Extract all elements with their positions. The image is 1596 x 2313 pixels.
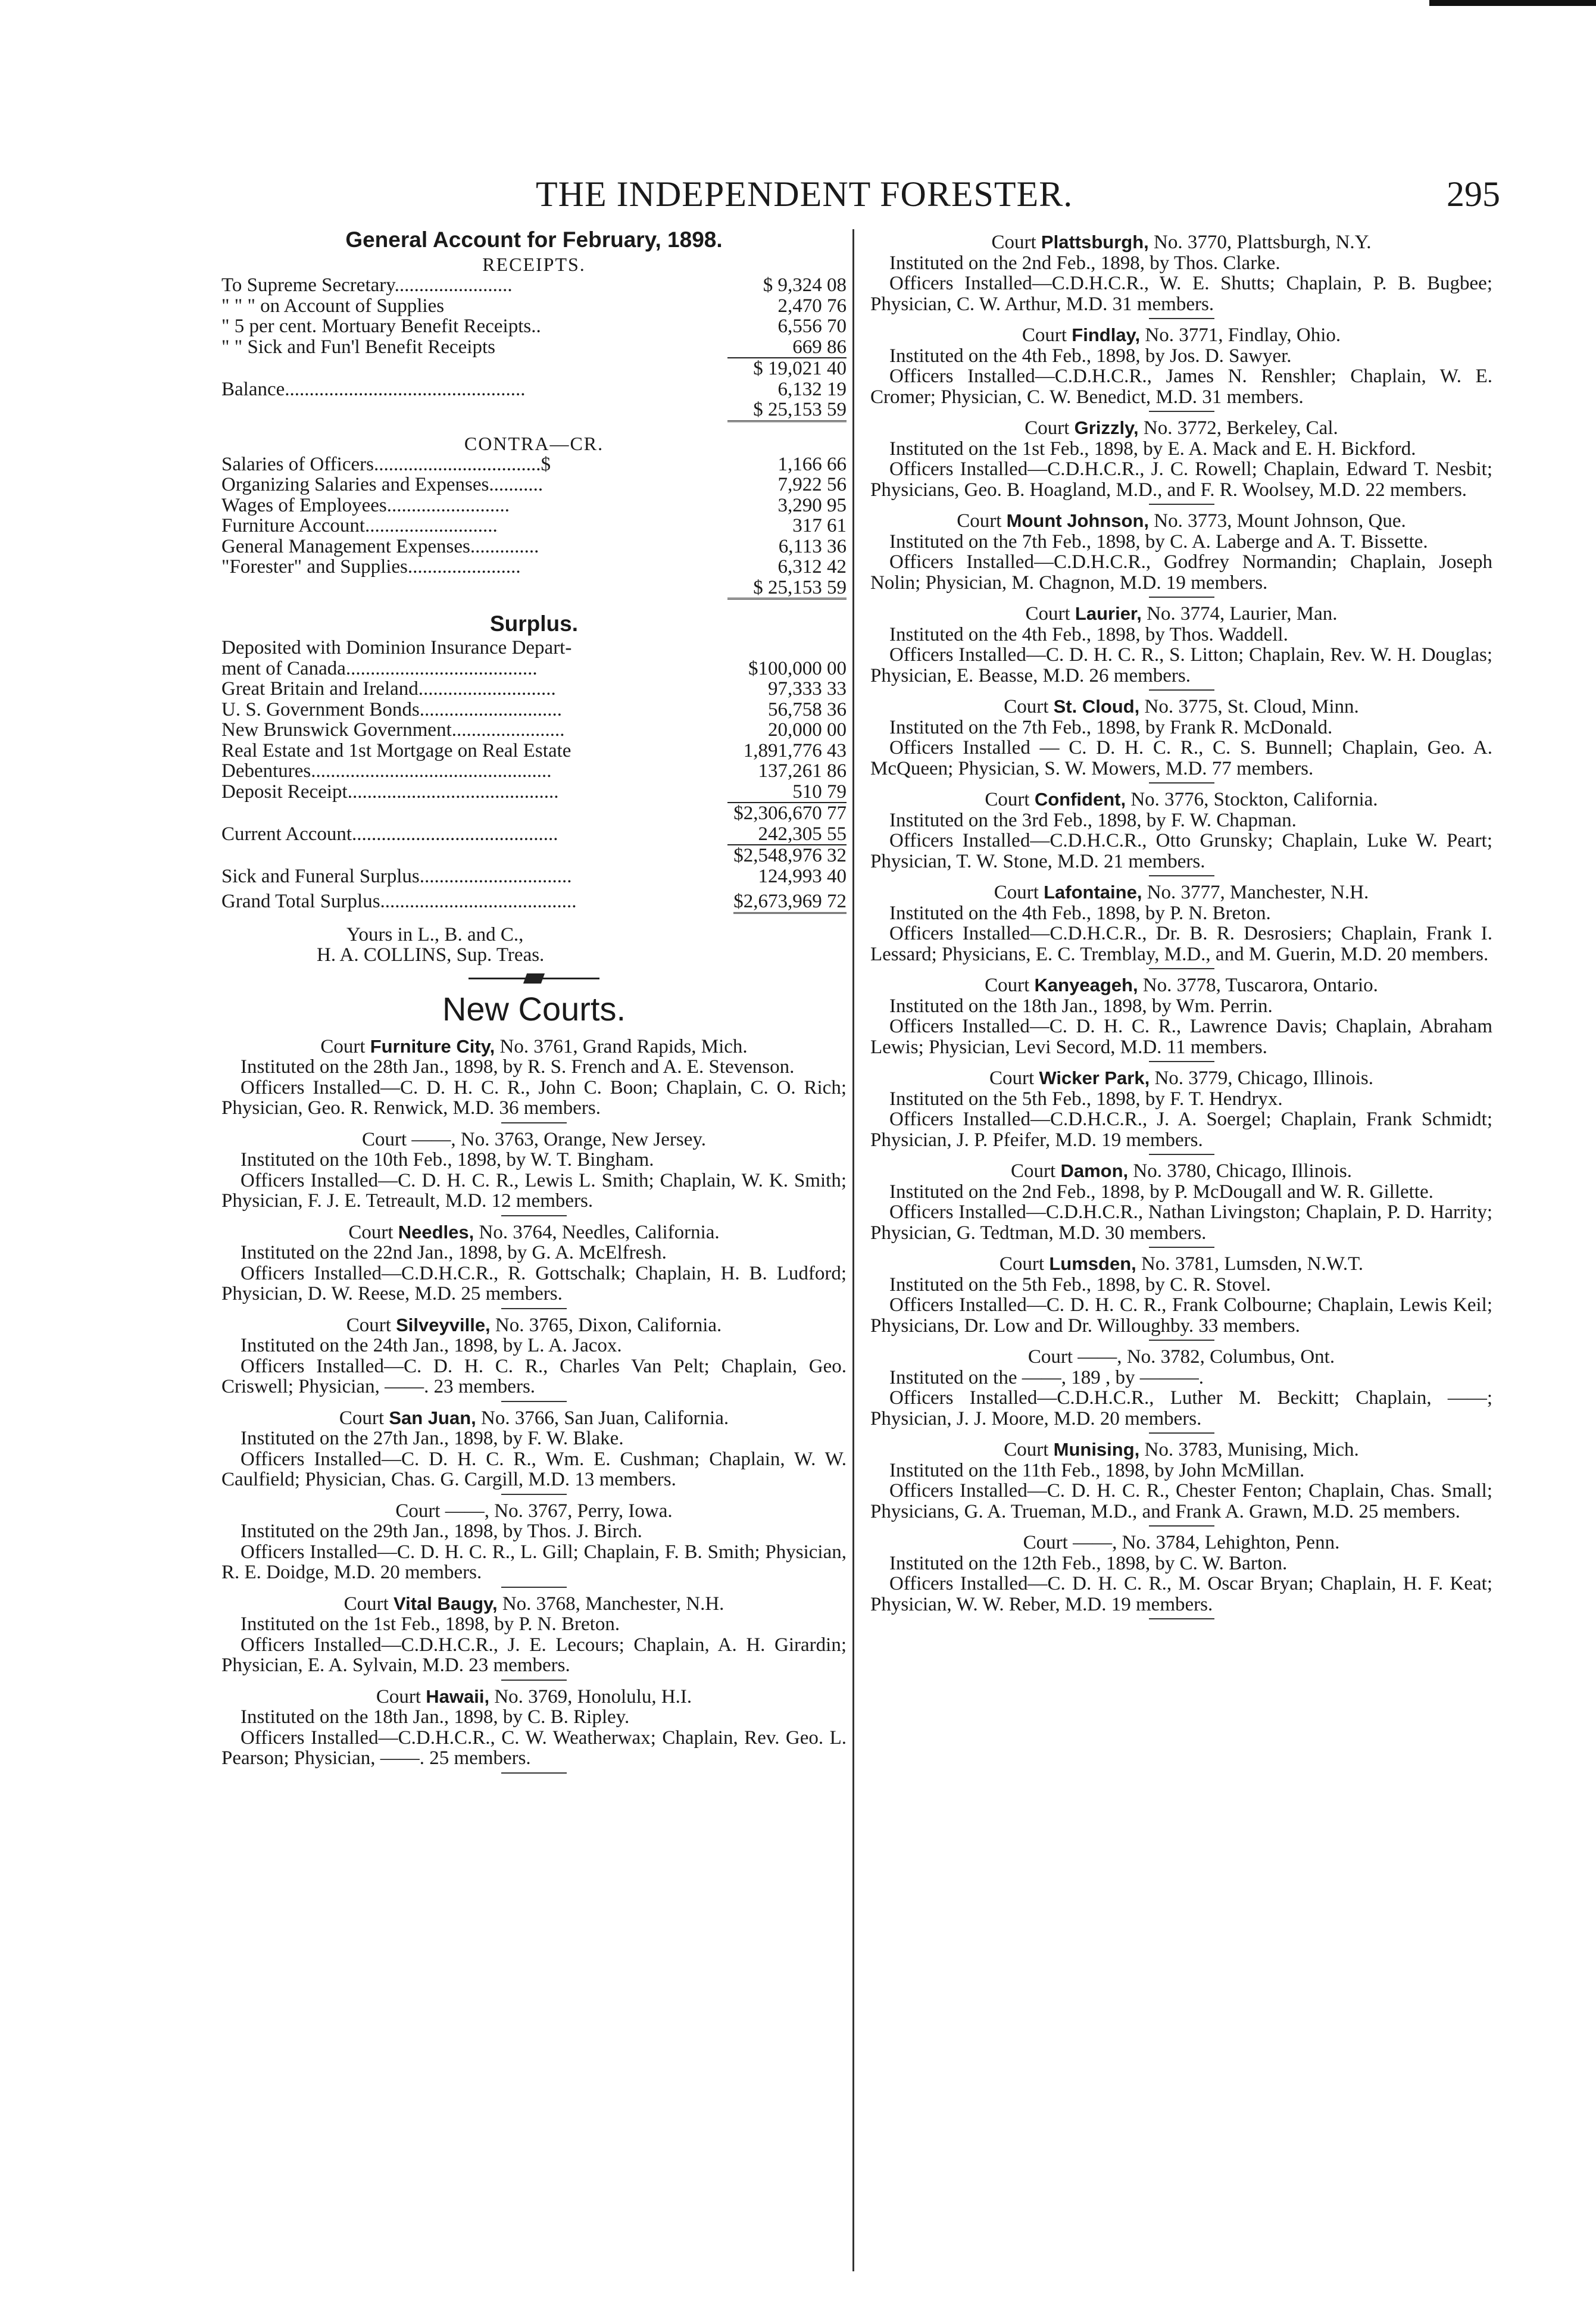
ledger-row [221,720,847,741]
court-name: Munising, [1053,1439,1140,1460]
balance-label: Balance................................................. [221,378,526,400]
court-officers: Officers Installed—C. D. H. C. R., Lewis L. Smith; Chaplain, W. K. Smith; Physician, F. J. E. Tetreault, M.D. 12 members. [221,1169,847,1212]
court-location: No. 3777, Manchester, N.H. [1142,882,1369,903]
court-heading [870,1532,1492,1553]
account-title: General Account for February, 1898. [345,227,723,252]
ledger-amount: 669 86 [792,336,847,358]
court-heading [870,1068,1492,1089]
balance-amount: 6,132 19 [777,378,847,400]
entry-rule [501,1680,567,1681]
court-location: No. 3767, Perry, Iowa. [494,1500,673,1522]
ledger-label: Wages of Employees......................... [221,494,510,516]
court-name: St. Cloud, [1053,696,1140,717]
ledger-label: " " " on Account of Supplies [221,295,445,317]
court-instituted: Instituted on the 7th Feb., 1898, by Frank R. McDonald. [889,716,1333,738]
court-location: No. 3775, St. Cloud, Minn. [1139,696,1359,717]
court-entry [221,1408,847,1495]
top-rule [1429,0,1596,6]
ledger-amount: $ 9,324 08 [763,274,847,296]
court-instituted: Instituted on the 12th Feb., 1898, by C. W. Barton. [889,1552,1288,1574]
ledger-row [221,475,847,495]
signoff: Yours in L., B. and C., [346,923,524,945]
sick-surplus-row [221,866,847,887]
court-prefix: Court [346,1314,396,1336]
current-account-amount: 242,305 55 [758,823,847,845]
entry-rule [501,1215,567,1216]
court-entry [870,1347,1492,1434]
court-location: No. 3778, Tuscarora, Ontario. [1138,975,1378,996]
court-instituted: Instituted on the 22nd Jan., 1898, by G. A. McElfresh. [241,1242,667,1263]
ledger-label: Debentures................................................. [221,760,552,782]
court-name: Furniture City, [370,1035,495,1057]
court-officers: Officers Installed—C. D. H. C. R., John C. Boon; Chaplain, C. O. Rich; Physician, Geo. R. Renwick, M.D. 36 members. [221,1076,847,1119]
court-entry [870,1068,1492,1155]
ledger-row [221,316,847,337]
court-officers: Officers Installed—C.D.H.C.R., Otto Grunsky; Chaplain, Luke W. Peart; Physician, T. W. Stone, M.D. 21 members. [870,830,1492,872]
court-officers: Officers Installed—C.D.H.C.R., Dr. B. R. Desrosiers; Chaplain, Frank I. Lessard; Physicians, E. C. Tremblay, M.D., and M. Guerin, M.D. 20 members. [870,923,1492,965]
page-header [226,174,1500,216]
court-name: Confident, [1034,789,1126,810]
grand-total-label: Grand Total Surplus........................................ [221,891,577,912]
entry-rule [1149,1525,1214,1527]
court-name: San Juan, [389,1407,476,1428]
court-instituted: Instituted on the ——, 189 , by ———. [889,1366,1204,1388]
court-prefix: Court [957,510,1007,532]
court-name: Silveyville, [396,1314,491,1335]
ledger-label: U. S. Government Bonds............................. [221,698,562,720]
receipts-list [221,275,847,357]
surplus-subtotal2-row [221,844,847,866]
contra-heading: CONTRA—CR. [464,432,604,454]
court-officers: Officers Installed—C.D.H.C.R., C. W. Weatherwax; Chaplain, Rev. Geo. L. Pearson; Physician, ——. 25 members. [221,1727,847,1769]
court-prefix: Court ——, [1023,1532,1122,1553]
court-name: Lafontaine, [1044,882,1142,903]
entry-rule [1149,597,1214,598]
court-prefix: Court [994,882,1044,903]
court-officers: Officers Installed—C. D. H. C. R., Wm. E. Cushman; Chaplain, W. W. Caulfield; Physician, Chas. G. Cargill, M.D. 13 members. [221,1448,847,1490]
ledger-label: To Supreme Secretary........................ [221,274,513,296]
court-instituted: Instituted on the 1st Feb., 1898, by P. N. Breton. [241,1613,620,1635]
court-location: No. 3768, Manchester, N.H. [497,1593,724,1615]
sick-surplus-amount: 124,993 40 [758,865,847,887]
court-entry [870,1254,1492,1341]
court-location: No. 3782, Columbus, Ont. [1126,1346,1335,1368]
ledger-label: Deposited with Dominion Insurance Depart- [221,637,572,658]
court-entry [221,1315,847,1402]
surplus-list [221,638,847,802]
entry-rule [501,1401,567,1402]
receipts-grand-row [221,399,847,422]
court-location: No. 3772, Berkeley, Cal. [1138,417,1338,439]
court-name: Damon, [1060,1160,1129,1181]
court-instituted: Instituted on the 18th Jan., 1898, by C. B. Ripley. [241,1706,630,1728]
court-heading [870,697,1492,717]
ledger-amount: 317 61 [792,515,847,536]
ledger-amount: 137,261 86 [758,760,847,782]
ledger-row [221,658,847,679]
court-entry [870,604,1492,691]
court-location: No. 3784, Lehighton, Penn. [1122,1532,1340,1553]
court-officers: Officers Installed—C. D. H. C. R., Lawrence Davis; Chaplain, Abraham Lewis; Physician, Levi Secord, M.D. 11 members. [870,1016,1492,1058]
ledger-label: ment of Canada....................................... [221,657,538,679]
balance-row [221,379,847,400]
court-instituted: Instituted on the 4th Feb., 1898, by P. N. Breton. [889,902,1271,924]
court-name: Grizzly, [1074,417,1139,438]
entry-rule [1149,1432,1214,1434]
court-prefix: Court [376,1685,426,1708]
court-location: No. 3771, Findlay, Ohio. [1140,324,1341,346]
court-heading [870,418,1492,439]
court-instituted: Instituted on the 27th Jan., 1898, by F. W. Blake. [241,1428,624,1449]
court-location: No. 3763, Orange, New Jersey. [460,1128,706,1150]
court-officers: Officers Installed—C. D. H. C. R., M. Oscar Bryan; Chaplain, H. F. Keat; Physician, W. W. Reber, M.D. 19 members. [870,1573,1492,1615]
court-prefix: Court [348,1221,398,1243]
running-title: THE INDEPENDENT FORESTER. [536,174,1073,214]
court-prefix: Court ——, [395,1500,495,1522]
left-column [221,226,847,1778]
court-instituted: Instituted on the 10th Feb., 1898, by W. T. Bingham. [241,1149,654,1170]
court-entry [870,325,1492,412]
ledger-row [221,741,847,761]
court-prefix: Court [985,789,1035,810]
ledger-label: " " Sick and Fun'l Benefit Receipts [221,336,495,358]
court-location: No. 3783, Munising, Mich. [1139,1439,1359,1460]
court-officers: Officers Installed—C.D.H.C.R., Luther M. Beckitt; Chaplain, ——; Physician, J. J. Moore, M.D. 20 members. [870,1387,1492,1429]
ledger-row [221,495,847,516]
court-prefix: Court [985,975,1035,996]
court-heading [221,1315,847,1336]
entry-rule [1149,1154,1214,1155]
court-prefix: Court [999,1253,1050,1275]
court-heading [870,975,1492,996]
court-heading [221,1408,847,1429]
court-prefix: Court [991,232,1041,253]
court-heading [221,1222,847,1243]
court-prefix: Court ——, [1027,1346,1127,1368]
court-location: No. 3776, Stockton, California. [1126,789,1378,810]
court-heading [870,1347,1492,1368]
court-instituted: Instituted on the 2nd Feb., 1898, by Thos. Clarke. [889,252,1280,274]
ledger-label: Organizing Salaries and Expenses........... [221,474,544,495]
court-prefix: Court [1022,324,1072,346]
court-prefix: Court [343,1593,393,1615]
court-location: No. 3769, Honolulu, H.I. [489,1685,692,1708]
court-heading [870,325,1492,346]
ledger-amount: 2,470 76 [777,295,847,317]
court-name: Mount Johnson, [1006,510,1149,531]
court-heading [221,1037,847,1057]
court-location: No. 3781, Lumsden, N.W.T. [1136,1253,1364,1275]
court-officers: Officers Installed—C. D. H. C. R., S. Litton; Chaplain, Rev. W. H. Douglas; Physician, E. Beasse, M.D. 26 members. [870,644,1492,686]
contra-total: $ 25,153 59 [727,578,847,600]
ledger-label: Great Britain and Ireland............................ [221,678,556,700]
court-location: No. 3774, Laurier, Man. [1141,603,1338,625]
entry-rule [1149,1061,1214,1062]
court-name: Wicker Park, [1039,1067,1150,1088]
court-prefix: Court ——, [361,1128,461,1150]
court-entry [870,511,1492,598]
court-heading [870,1161,1492,1182]
ledger-row [221,536,847,557]
court-instituted: Instituted on the 4th Feb., 1898, by Thos. Waddell. [889,623,1288,645]
court-officers: Officers Installed—C.D.H.C.R., J. C. Rowell; Chaplain, Edward T. Nesbit; Physicians, Geo. B. Hoagland, M.D., and F. R. Woolsey, M.D. 22 members. [870,458,1492,501]
contra-list [221,454,847,578]
court-heading [870,511,1492,532]
court-instituted: Instituted on the 4th Feb., 1898, by Jos. D. Sawyer. [889,345,1292,367]
entry-rule [1149,968,1214,969]
entry-rule [1149,318,1214,319]
ledger-amount: 20,000 00 [768,719,847,741]
ledger-row [221,557,847,578]
court-heading [221,1129,847,1150]
ledger-row [221,275,847,296]
court-entry [870,697,1492,784]
court-instituted: Instituted on the 7th Feb., 1898, by C. A. Laberge and A. T. Bissette. [889,530,1428,553]
court-prefix: Court [1004,1439,1054,1460]
court-entry [870,232,1492,319]
ledger-amount: 97,333 33 [768,678,847,700]
current-account-row [221,824,847,845]
court-location: No. 3766, San Juan, California. [476,1407,729,1429]
court-location: No. 3773, Mount Johnson, Que. [1149,510,1406,532]
entry-rule [1149,504,1214,505]
entry-rule [1149,1618,1214,1619]
right-column [870,226,1492,1624]
entry-rule [501,1494,567,1495]
court-location: No. 3780, Chicago, Illinois. [1128,1160,1352,1182]
court-name: Needles, [398,1221,474,1243]
court-officers: Officers Installed — C. D. H. C. R., C. S. Bunnell; Chaplain, Geo. A. McQueen; Physician, S. W. Mowers, M.D. 77 members. [870,737,1492,779]
court-entry [870,789,1492,876]
court-officers: Officers Installed—C.D.H.C.R., W. E. Shutts; Chaplain, P. B. Bugbee; Physician, C. W. Arthur, M.D. 31 members. [870,273,1492,315]
court-entry [221,1129,847,1216]
court-heading [221,1594,847,1615]
court-heading [870,789,1492,810]
ledger-amount: 1,166 66 [777,453,847,475]
court-location: No. 3770, Plattsburgh, N.Y. [1148,232,1372,253]
court-name: Plattsburgh, [1041,232,1149,252]
ledger-row [221,454,847,475]
court-entry [870,1161,1492,1248]
receipts-grand-total: $ 25,153 59 [727,399,847,422]
ledger-amount: 6,113 36 [778,535,847,557]
sick-surplus-label: Sick and Funeral Surplus............................... [221,865,572,887]
ledger-amount: 3,290 95 [777,494,847,516]
court-location: No. 3761, Grand Rapids, Mich. [495,1035,748,1057]
page-number: 295 [1447,174,1500,214]
court-officers: Officers Installed—C.D.H.C.R., J. E. Lecours; Chaplain, A. H. Girardin; Physician, E. A. Sylvain, M.D. 23 members. [221,1634,847,1676]
ledger-amount: 1,891,776 43 [743,739,847,761]
court-officers: Officers Installed—C. D. H. C. R., Charles Van Pelt; Chaplain, Geo. Criswell; Physician, ——. 23 members. [221,1355,847,1397]
court-entry [221,1501,847,1588]
court-location: No. 3765, Dixon, California. [490,1314,722,1336]
court-name: Findlay, [1072,324,1141,345]
court-instituted: Instituted on the 5th Feb., 1898, by F. T. Hendryx. [889,1088,1283,1110]
court-entry [870,975,1492,1062]
courts-right-list [870,232,1492,1619]
ledger-row [221,337,847,358]
court-officers: Officers Installed—C. D. H. C. R., Frank Colbourne; Chaplain, Lewis Keil; Physicians, Dr. Low and Dr. Willoughby. 33 members. [870,1294,1492,1337]
court-instituted: Instituted on the 2nd Feb., 1898, by P. McDougall and W. R. Gillette. [889,1181,1433,1203]
entry-rule [1149,875,1214,876]
court-instituted: Instituted on the 28th Jan., 1898, by R. S. French and A. E. Stevenson. [241,1056,795,1078]
court-heading [870,232,1492,253]
court-officers: Officers Installed—C.D.H.C.R., R. Gottschalk; Chaplain, H. B. Ludford; Physician, D. W. Reese, M.D. 25 members. [221,1262,847,1304]
ornament-divider [469,978,599,979]
ledger-row [221,761,847,782]
court-heading [221,1501,847,1522]
column-divider [852,229,854,2271]
court-location: No. 3779, Chicago, Illinois. [1150,1067,1374,1089]
new-courts-title: New Courts. [442,989,626,1028]
entry-rule [1149,1247,1214,1248]
receipts-total: $ 19,021 40 [727,357,847,379]
ledger-amount: 6,312 42 [777,556,847,578]
receipts-total-row [221,357,847,379]
court-name: Laurier, [1075,603,1142,624]
ledger-row [221,638,847,658]
courts-left-list [221,1037,847,1774]
court-heading [870,882,1492,903]
entry-rule [1149,689,1214,691]
ledger-row [221,296,847,317]
ledger-label: Deposit Receipt........................................... [221,781,559,803]
ledger-row [221,516,847,536]
entry-rule [501,1772,567,1774]
court-heading [870,1254,1492,1275]
ledger-amount [739,638,847,658]
ledger-amount: 510 79 [792,781,847,803]
court-instituted: Instituted on the 1st Feb., 1898, by E. A. Mack and E. H. Bickford. [889,438,1416,460]
court-entry [221,1222,847,1309]
court-instituted: Instituted on the 3rd Feb., 1898, by F. W. Chapman. [889,809,1297,831]
court-prefix: Court [1004,696,1054,717]
court-location: No. 3764, Needles, California. [474,1221,720,1243]
court-entry [870,882,1492,969]
court-officers: Officers Installed—C. D. H. C. R., Chester Fenton; Chaplain, Chas. Small; Physicians, G. A. Trueman, M.D., and Frank A. Grawn, M.D. 25 members. [870,1480,1492,1522]
surplus-subtotal1: $2,306,670 77 [727,802,847,824]
grand-total-amount: $2,673,969 72 [733,891,847,914]
court-heading [870,604,1492,625]
entry-rule [501,1308,567,1309]
receipts-heading: RECEIPTS. [482,254,586,275]
court-heading [221,1687,847,1708]
court-prefix: Court [1025,417,1075,439]
court-instituted: Instituted on the 5th Feb., 1898, by C. R. Stovel. [889,1273,1271,1296]
court-instituted: Instituted on the 24th Jan., 1898, by L. A. Jacox. [241,1335,622,1356]
court-officers: Officers Installed—C.D.H.C.R., James N. Renshler; Chaplain, W. E. Cromer; Physician, C. W. Benedict, M.D. 31 members. [870,366,1492,408]
court-prefix: Court [989,1067,1039,1089]
court-entry [870,1532,1492,1619]
court-heading [870,1440,1492,1460]
court-name: Hawaii, [426,1685,490,1707]
ledger-label: General Management Expenses.............. [221,535,539,557]
court-officers: Officers Installed—C.D.H.C.R., Godfrey Normandin; Chaplain, Joseph Nolin; Physician, M. Chagnon, M.D. 19 members. [870,551,1492,594]
ledger-label: "Forester" and Supplies....................... [221,556,521,578]
surplus-title: Surplus. [489,611,579,636]
ledger-label: " 5 per cent. Mortuary Benefit Receipts.. [221,316,541,337]
ledger-label: Salaries of Officers..................................$ [221,453,551,475]
ledger-amount: $100,000 00 [748,657,847,679]
court-name: Vital Baugy, [393,1593,498,1614]
ledger-amount: 6,556 70 [777,316,847,337]
entry-rule [1149,411,1214,412]
ledger-row [221,782,847,803]
court-prefix: Court [1025,603,1075,625]
entry-rule [1149,1340,1214,1341]
ledger-row [221,679,847,700]
court-entry [221,1594,847,1681]
entry-rule [501,1587,567,1588]
court-officers: Officers Installed—C. D. H. C. R., L. Gill; Chaplain, F. B. Smith; Physician, R. E. Doidge, M.D. 20 members. [221,1541,847,1583]
ledger-label: Real Estate and 1st Mortgage on Real Estate [221,739,571,761]
court-instituted: Instituted on the 18th Jan., 1898, by Wm. Perrin. [889,995,1273,1017]
court-name: Lumsden, [1049,1253,1136,1274]
court-entry [221,1037,847,1123]
entry-rule [1149,782,1214,784]
court-prefix: Court [1011,1160,1061,1182]
ledger-row [221,700,847,720]
grand-total-row [221,891,847,914]
contra-total-row [221,578,847,600]
current-account-label: Current Account.......................................... [221,823,558,845]
court-instituted: Instituted on the 11th Feb., 1898, by John McMillan. [889,1459,1305,1481]
court-entry [870,418,1492,505]
surplus-subtotal2: $2,548,976 32 [727,844,847,866]
ledger-label: Furniture Account........................... [221,515,498,536]
court-name: Kanyeageh, [1034,975,1138,995]
entry-rule [501,1122,567,1123]
surplus-subtotal1-row [221,802,847,824]
court-entry [870,1440,1492,1527]
ledger-amount: 56,758 36 [768,698,847,720]
court-prefix: Court [339,1407,389,1429]
ledger-amount: 7,922 56 [777,474,847,495]
court-officers: Officers Installed—C.D.H.C.R., Nathan Livingston; Chaplain, P. D. Harrity; Physician, G. Tedtman, M.D. 30 members. [870,1201,1492,1244]
signer: H. A. COLLINS, Sup. Treas. [317,944,545,966]
court-instituted: Instituted on the 29th Jan., 1898, by Thos. J. Birch. [241,1521,642,1542]
court-officers: Officers Installed—C.D.H.C.R., J. A. Soergel; Chaplain, Frank Schmidt; Physician, J. P. Pfeifer, M.D. 19 members. [870,1109,1492,1151]
court-prefix: Court [320,1035,370,1057]
court-entry [221,1687,847,1774]
ledger-label: New Brunswick Government....................... [221,719,565,741]
